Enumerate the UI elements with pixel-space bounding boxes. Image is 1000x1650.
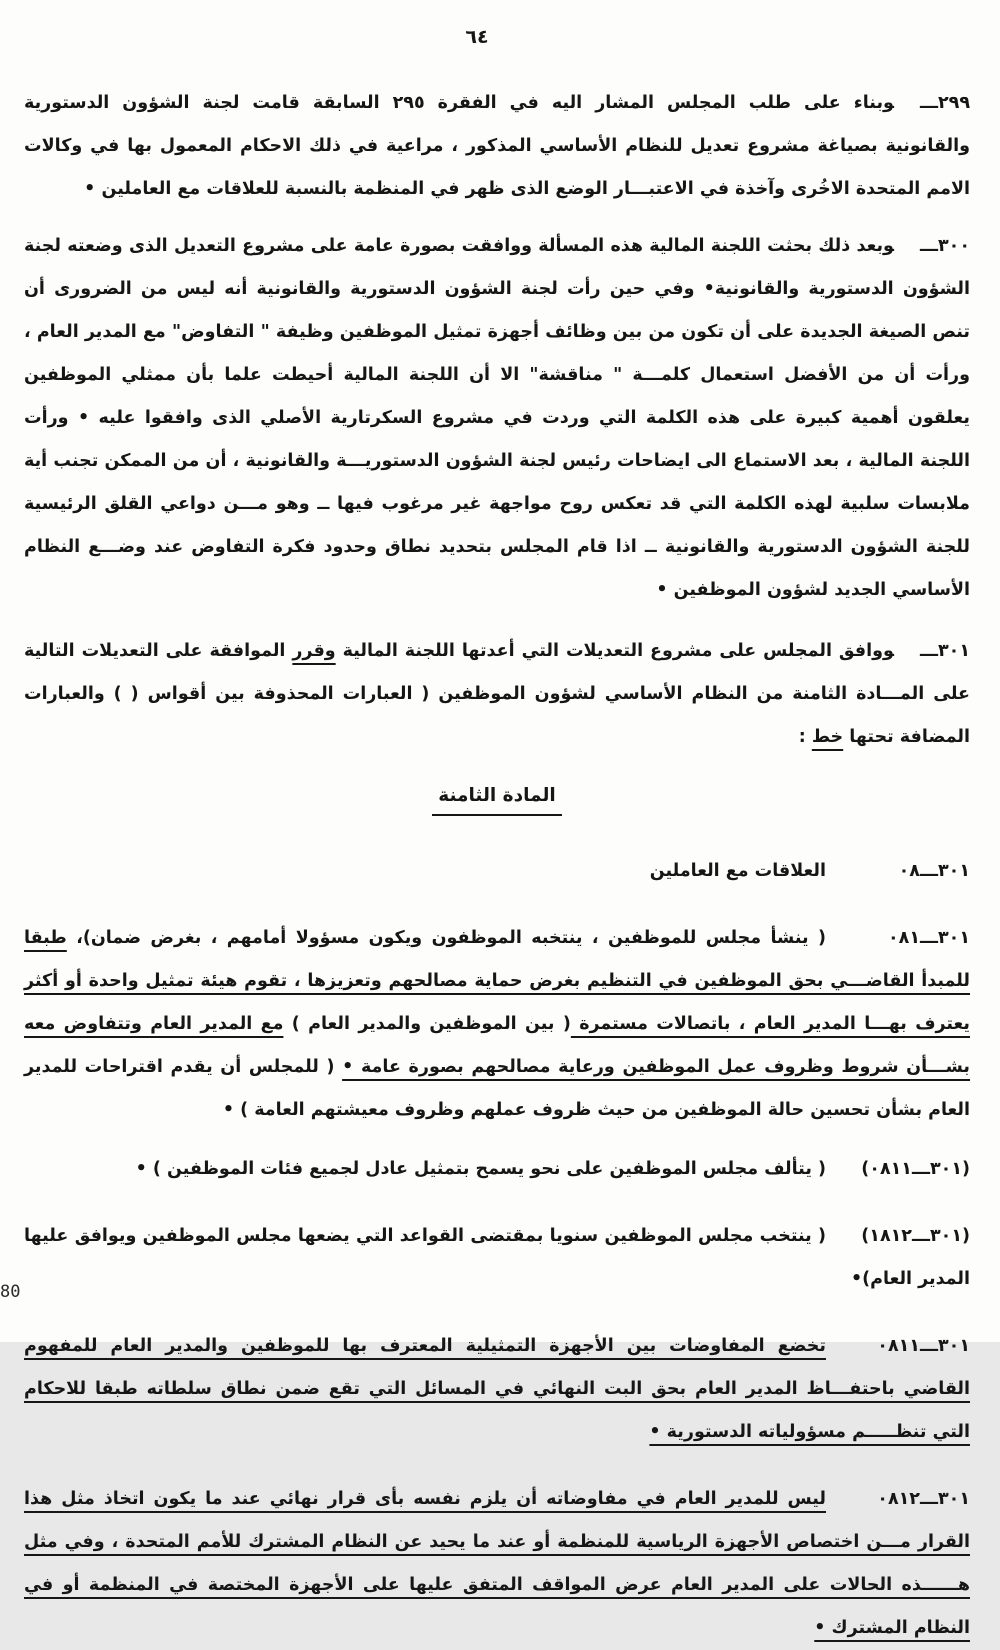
paragraph-301-underlined-word-2: خط [811, 727, 844, 747]
item-301-0811 [24, 1325, 970, 1454]
paragraph-300-number: ٣٠٠ـــ [920, 236, 970, 256]
item-301-0811-paren-number: (٣٠١ـــ٠٨١١) [861, 1159, 970, 1179]
item-301-081 [24, 917, 970, 1132]
paragraph-301-text-2: الموافقة على التعديلات التالية على المـــادة الثامنة من النظام الأساسي لشؤون الموظفين ( العبارات المحذوفة بين أقواس ( ) والعبارات المضافة تحتها [24, 641, 970, 747]
paragraph-299-text: وبناء على طلب المجلس المشار اليه في الفقرة ٢٩٥ السابقة قامت لجنة الشؤون الدستورية والقانونية بصياغة مشروع تعديل للنظام الأساسي المذكور ، مراعية في ذلك الاحكام المعمول بها في وكالات الامم المتحدة الاخُرى وآخذة في الاعتبـــار الوضع الذى ظهر في المنظمة بالنسبة للعلاقات مع العاملين • [24, 93, 970, 199]
item-301-081-seg-4: ( للمجلس أن يقدم اقتراحات للمدير العام بشأن تحسين حالة الموظفين من حيث ظروف عملهم وظروف معيشتهم العامة ) • [24, 1057, 970, 1120]
item-301-1812-paren-text: ( ينتخب مجلس الموظفين سنويا بمقتضى القواعد التي يضعها مجلس الموظفين ويوافق عليها المدير العام)• [24, 1226, 970, 1289]
item-301-081-number: ٣٠١ـــ٠٨١ [887, 928, 970, 948]
paragraph-301-number: ٣٠١ـــ [920, 641, 970, 661]
article-heading [24, 785, 970, 816]
item-301-0812-text-underlined: ليس للمدير العام في مفاوضاته أن يلزم نفسه بأى قرار نهائي عند ما يكون اتخاذ مثل هذا القرار مـــن اختصاص الأجهزة الرياسية للمنظمة أو عند ما يحيد عن النظام المشترك للأمم المتحدة ، وفي مثل هــــــذه الحالات على المدير العام عرض المواقف المتفق عليها على الأجهزة المختصة في المنظمة أو في النظام المشترك • [24, 1489, 970, 1638]
item-301-08-number: ٣٠١ـــ٠٨ [898, 861, 970, 881]
item-301-0811-parenthesized [24, 1148, 970, 1191]
paragraph-301-text-1: ووافق المجلس على مشروع التعديلات التي أعدتها اللجنة المالية [335, 641, 894, 661]
paragraph-300 [24, 225, 970, 612]
paragraph-301-underlined-word-1: وقرر [292, 641, 336, 661]
page-number-bottom: 80 [0, 1282, 21, 1302]
item-301-0811-paren-text: ( يتألف مجلس الموظفين على نحو يسمح بتمثيل عادل لجميع فئات الموظفين ) • [135, 1159, 826, 1179]
item-301-0812-number: ٣٠١ـــ٠٨١٢ [877, 1489, 970, 1509]
item-301-0812 [24, 1478, 970, 1650]
item-301-08-text: العلاقات مع العاملين [649, 861, 826, 881]
item-301-0811-text-underlined: تخضع المفاوضات بين الأجهزة التمثيلية المعترف بها للموظفين والمدير العام للمفهوم القاضي باحتفـــاظ المدير العام بحق البت النهائي في المسائل التي تقع ضمن نطاق سلطاته طبقا للاحكام التي تنظـــــم مسؤولياته الدستورية • [24, 1336, 970, 1442]
item-301-0811-number: ٣٠١ـــ٠٨١١ [877, 1336, 970, 1356]
paragraph-299-number: ٢٩٩ـــ [920, 93, 970, 113]
item-301-081-seg-0: ( ينشأ مجلس للموظفين ، ينتخبه الموظفون ويكون مسؤولا أمامهم ، بغرض ضمان)، [66, 928, 826, 948]
paragraph-299 [24, 82, 970, 211]
item-301-081-seg-3-underlined: مع المدير العام وتتفاوض معه بشـــأن شروط وظروف عمل الموظفين ورعاية مصالحهم بصورة عامة • [24, 1014, 971, 1077]
paragraph-300-text: وبعد ذلك بحثت اللجنة المالية هذه المسألة ووافقت بصورة عامة على مشروع التعديل الذى وضعته لجنة الشؤون الدستورية والقانونية• وفي حين رأت لجنة الشؤون الدستورية والقانونية أنه ليس من الضرورى أن تنص الصيغة الجديدة على أن تكون من بين وظائف أجهزة تمثيل الموظفين وظيفة " التفاوض" مع المدير العام ، ورأت أن من الأفضل استعمال كلمـــة " مناقشة" الا أن اللجنة المالية أحيطت علما بأن ممثلي الموظفين يعلقون أهمية كبيرة على هذه الكلمة التي وردت في مشروع السكرتارية الأصلي الذى وافقوا عليه • ورأت اللجنة المالية ، بعد الاستماع الى ايضاحات رئيس لجنة الشؤون الدستوريـــة والقانونية ، أن من الممكن تجنب أية ملابسات سلبية لهذه الكلمة التي قد تعكس روح مواجهة غير مرغوب فيها ــ وهو مـــن دواعي القلق الرئيسية للجنة الشؤون الدستورية والقانونية ــ اذا قام المجلس بتحديد نطاق وحدود فكرة التفاوض عند وضـــع النظام الأساسي الجديد لشؤون الموظفين • [24, 236, 970, 600]
item-301-08 [24, 850, 970, 893]
item-301-081-seg-1-underlined: طبقا للمبدأ القاضـــي بحق الموظفين في التنظيم بغرض حماية مصالحهم وتعزيزها ، تقوم هيئة تمثيل واحدة أو أكثر يعترف بهـــا المدير العام ، باتصالات مستمرة [24, 928, 970, 1034]
article-heading-text: المادة الثامنة [432, 785, 562, 816]
page-number-top: ٦٤ [465, 26, 489, 48]
article-items [24, 850, 970, 1650]
item-301-1812-paren-number: (٣٠١ـــ١٨١٢) [861, 1226, 970, 1246]
paragraph-301-text-3: : [798, 727, 812, 747]
item-301-081-seg-2: ( بين الموظفين والمدير العام ) [283, 1014, 571, 1034]
paragraph-301 [24, 630, 970, 759]
